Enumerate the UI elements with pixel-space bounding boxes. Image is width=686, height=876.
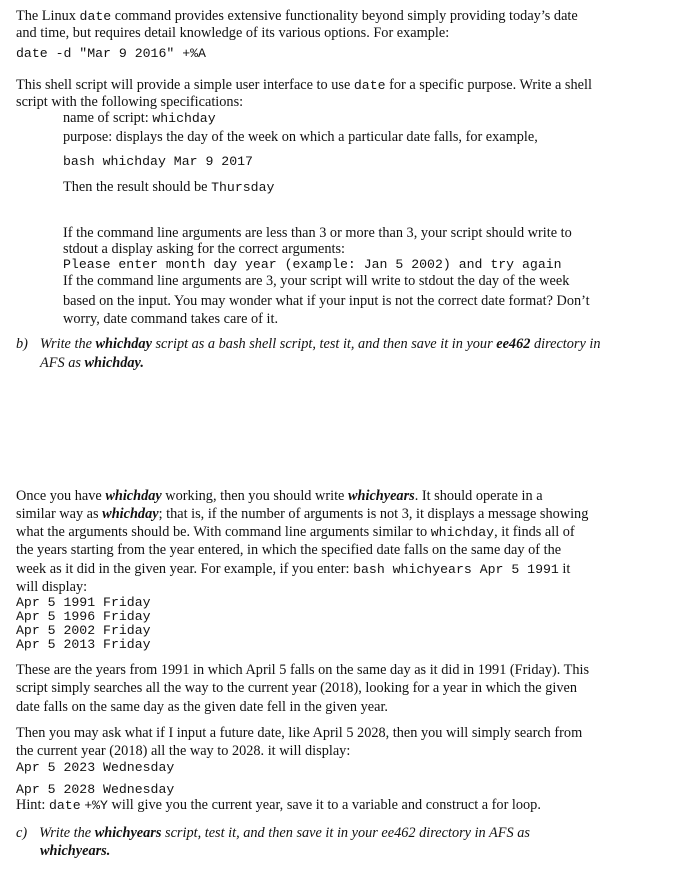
text: , it finds all of <box>494 524 575 540</box>
script-intro-line-2: script with the following specifications: <box>16 94 244 110</box>
code-thursday: Thursday <box>211 180 275 195</box>
error-message: Please enter month day year (example: Jan 5 2002) and try again <box>63 257 562 272</box>
text: . It should operate in a <box>414 488 543 504</box>
bold-whichyears: whichyears <box>347 488 415 504</box>
script-purpose: purpose: displays the day of the week on which a particular date falls, for example, <box>63 129 538 145</box>
code-year-format: +%Y <box>84 798 108 813</box>
code-date: date <box>48 798 81 813</box>
text: Then the result should be <box>63 179 212 195</box>
text: working, then you should write <box>161 488 348 504</box>
text: what the arguments should be. With command line arguments similar to <box>16 524 431 540</box>
text: similar way as <box>16 506 103 522</box>
bold-name: whichday. <box>84 355 144 371</box>
text: Once you have <box>16 488 106 504</box>
explain-line-3: date falls on the same day as the given date fell in the given year. <box>16 699 388 715</box>
intro-line-2: and time, but requires detail knowledge of its various options. For example: <box>16 25 450 41</box>
text: Write the <box>39 825 95 841</box>
task-c-line-2: whichyears. <box>40 843 111 859</box>
rules-line-4: based on the input. You may wonder what if your input is not the correct date format? Don’t <box>63 293 590 309</box>
task-b-line-1 <box>16 337 601 353</box>
bold-whichday: whichday <box>105 488 162 504</box>
text: script as a bash shell script, test it, and then save it in your <box>151 336 497 352</box>
text: Hint: <box>16 797 49 813</box>
future-line-1: Then you may ask what if I input a future date, like April 5 2028, then you will simply search from <box>16 725 583 741</box>
whichyears-line-2 <box>16 507 588 523</box>
whichyears-line-4: the years starting from the year entered, in which the specified date falls on the same day of the <box>16 542 562 558</box>
task-c-line-1 <box>16 826 530 842</box>
text: week as it did in the given year. For example, if you enter: <box>16 561 354 577</box>
hint-line <box>16 798 541 814</box>
future-output-line: Apr 5 2023 Wednesday <box>16 760 175 775</box>
script-name <box>63 111 216 127</box>
whichyears-line-5 <box>16 562 570 578</box>
text: AFS as <box>40 355 85 371</box>
intro-line-1 <box>16 9 578 25</box>
output-line: Apr 5 1996 Friday <box>16 609 151 624</box>
bold-name: whichday <box>95 336 152 352</box>
code-date: date <box>79 9 112 24</box>
output-line: Apr 5 2013 Friday <box>16 637 151 652</box>
text: directory in <box>530 336 601 352</box>
text: Write the <box>39 336 96 352</box>
explain-line-1: These are the years from 1991 in which April 5 falls on the same day as it did in 1991 (Friday). This <box>16 662 590 678</box>
rules-line-2: stdout a display asking for the correct arguments: <box>63 241 346 257</box>
code-date: date <box>353 78 386 93</box>
future-output-line: Apr 5 2028 Wednesday <box>16 782 175 797</box>
code-whichyears-command: bash whichyears Apr 5 1991 <box>353 562 559 577</box>
text: it <box>558 561 571 577</box>
example-command: date -d "Mar 9 2016" +%A <box>16 46 206 61</box>
list-marker: b) <box>16 336 28 352</box>
list-marker: c) <box>16 825 28 841</box>
example-whichday-command: bash whichday Mar 9 2017 <box>63 154 253 169</box>
text: ; that is, if the number of arguments is not 3, it displays a message showing <box>158 506 589 522</box>
task-b-line-2 <box>40 356 144 372</box>
bold-dir: ee462 <box>496 336 531 352</box>
code-whichday: whichday <box>430 525 495 540</box>
whichyears-line-3 <box>16 525 575 541</box>
whichyears-line-6: will display: <box>16 579 88 595</box>
text: This shell script will provide a simple user interface to use <box>16 77 354 93</box>
text: name of script: <box>63 110 153 126</box>
future-line-2: the current year (2018) all the way to 2028. it will display: <box>16 743 351 759</box>
rules-line-1: If the command line arguments are less than 3 or more than 3, your script should write to <box>63 225 572 241</box>
output-line: Apr 5 2002 Friday <box>16 623 151 638</box>
text: for a specific purpose. Write a shell <box>385 77 592 93</box>
text: will give you the current year, save it to a variable and construct a for loop. <box>107 797 541 813</box>
explain-line-2: script simply searches all the way to the current year (2018), looking for a year in which the given <box>16 680 577 696</box>
expected-result <box>63 180 274 196</box>
text: command provides extensive functionality beyond simply providing today’s date <box>111 8 578 24</box>
text: script, test it, and then save it in your ee462 directory in AFS as <box>161 825 530 841</box>
bold-whichday: whichday <box>102 506 159 522</box>
rules-line-5: worry, date command takes care of it. <box>63 311 279 327</box>
rules-line-3: If the command line arguments are 3, your script will write to stdout the day of the week <box>63 273 570 289</box>
text: The Linux <box>16 8 80 24</box>
bold-name: whichyears <box>94 825 162 841</box>
script-intro-line-1 <box>16 78 592 94</box>
output-line: Apr 5 1991 Friday <box>16 595 151 610</box>
whichyears-line-1 <box>16 489 543 505</box>
code-whichday: whichday <box>152 111 216 126</box>
